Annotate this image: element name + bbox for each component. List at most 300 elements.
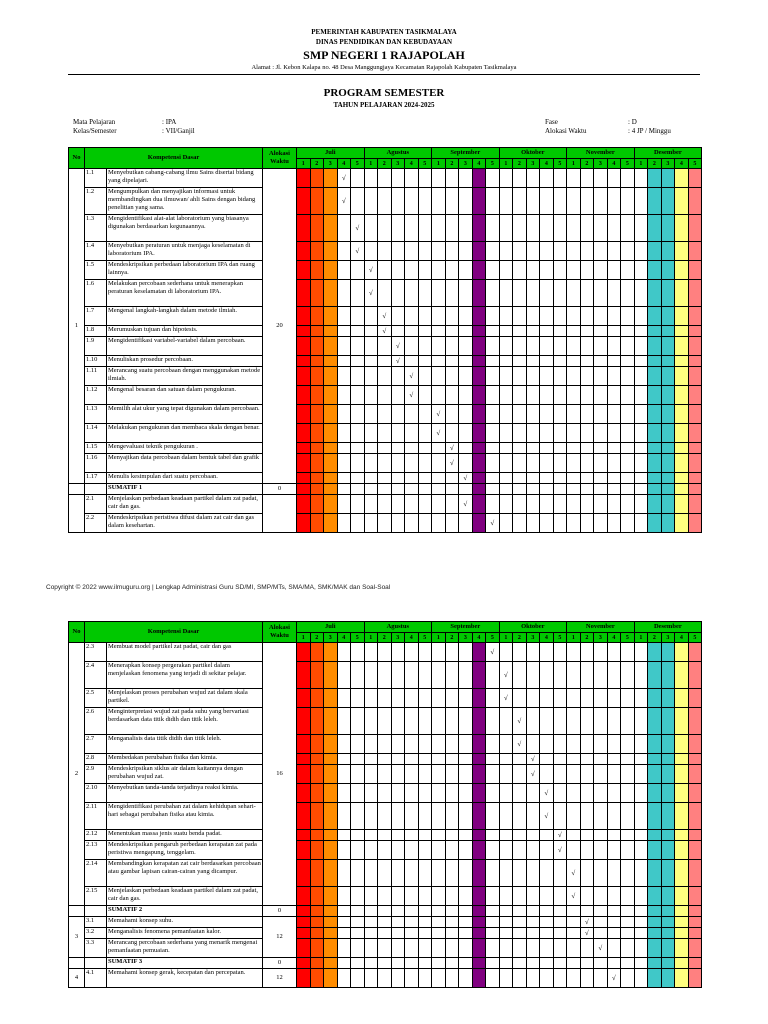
cell-week xyxy=(688,337,702,356)
cell-week xyxy=(688,495,702,514)
cell-week xyxy=(594,689,608,708)
cell-week xyxy=(337,443,351,454)
cell-week xyxy=(553,242,567,261)
cell-week xyxy=(607,326,621,337)
cell-week xyxy=(661,917,675,928)
header-week: 2 xyxy=(378,159,392,169)
cell-week xyxy=(378,906,392,917)
cell-week xyxy=(297,643,311,662)
cell-week xyxy=(337,860,351,887)
cell-week xyxy=(364,765,378,784)
cell-week xyxy=(445,803,459,830)
cell-week xyxy=(297,754,311,765)
meta-alokasi-value: : 4 JP / Minggu xyxy=(628,127,671,135)
cell-week xyxy=(418,215,432,242)
header-week: 5 xyxy=(688,633,702,643)
cell-week xyxy=(607,215,621,242)
cell-week xyxy=(364,969,378,988)
cell-week xyxy=(310,754,324,765)
cell-week xyxy=(324,307,338,326)
cell-week xyxy=(675,708,689,735)
cell-week xyxy=(432,367,446,386)
cell-week xyxy=(432,454,446,473)
cell-week xyxy=(580,830,594,841)
kop-government: PEMERINTAH KABUPATEN TASIKMALAYA xyxy=(311,28,457,36)
cell-week xyxy=(661,188,675,215)
cell-week xyxy=(648,424,662,443)
cell-week xyxy=(648,708,662,735)
cell-week xyxy=(567,830,581,841)
cell-week xyxy=(418,830,432,841)
cell-week xyxy=(607,689,621,708)
cell-week xyxy=(499,307,513,326)
cell-week xyxy=(688,662,702,689)
cell-week xyxy=(634,443,648,454)
cell-week xyxy=(567,215,581,242)
cell-week xyxy=(472,928,486,939)
cell-week: √ xyxy=(607,969,621,988)
cell-week xyxy=(418,473,432,484)
cell-week xyxy=(607,708,621,735)
cell-week xyxy=(634,928,648,939)
cell-week xyxy=(621,765,635,784)
cell-kd-text: Menuliskan prosedur percobaan. xyxy=(107,356,263,367)
cell-week xyxy=(688,367,702,386)
cell-week xyxy=(324,939,338,958)
cell-week xyxy=(337,662,351,689)
cell-week xyxy=(634,939,648,958)
cell-week xyxy=(378,689,392,708)
cell-week xyxy=(634,689,648,708)
cell-week: √ xyxy=(499,689,513,708)
cell-week xyxy=(445,830,459,841)
header-week: 1 xyxy=(364,633,378,643)
cell-week xyxy=(553,280,567,307)
cell-week xyxy=(324,405,338,424)
cell-week xyxy=(499,643,513,662)
cell-kd-text: Menyebutkan peraturan untuk menjaga keselamatan di laboratorium IPA. xyxy=(107,242,263,261)
cell-week: √ xyxy=(337,169,351,188)
cell-week xyxy=(526,958,540,969)
cell-week xyxy=(432,841,446,860)
cell-week xyxy=(405,484,419,495)
cell-week xyxy=(648,386,662,405)
cell-week xyxy=(621,662,635,689)
cell-week xyxy=(391,367,405,386)
header-week: 3 xyxy=(459,159,473,169)
cell-week xyxy=(472,405,486,424)
cell-week xyxy=(540,969,554,988)
cell-kd-number: 1.4 xyxy=(85,242,107,261)
cell-week xyxy=(661,386,675,405)
cell-week xyxy=(297,484,311,495)
cell-week xyxy=(688,242,702,261)
cell-week xyxy=(580,356,594,367)
cell-kd-text: SUMATIF 3 xyxy=(107,958,263,969)
cell-week xyxy=(297,473,311,484)
cell-week xyxy=(675,307,689,326)
cell-week xyxy=(594,928,608,939)
cell-week xyxy=(364,307,378,326)
header-alokasi: Alokasi Waktu xyxy=(263,148,297,169)
cell-week xyxy=(553,514,567,533)
cell-week xyxy=(364,917,378,928)
header-week: 2 xyxy=(648,159,662,169)
cell-week xyxy=(594,754,608,765)
cell-week xyxy=(405,765,419,784)
cell-week xyxy=(526,356,540,367)
header-week: 1 xyxy=(297,159,311,169)
cell-week: √ xyxy=(445,443,459,454)
cell-week xyxy=(459,784,473,803)
cell-week xyxy=(540,495,554,514)
table-row xyxy=(69,424,702,443)
cell-week xyxy=(337,473,351,484)
cell-week xyxy=(472,484,486,495)
header-week: 4 xyxy=(337,633,351,643)
header-month: Agustus xyxy=(364,622,432,633)
cell-week xyxy=(310,969,324,988)
cell-week xyxy=(310,443,324,454)
table-row xyxy=(69,662,702,689)
cell-kd-text: Merumuskan tujuan dan hipotesis. xyxy=(107,326,263,337)
cell-week xyxy=(364,514,378,533)
kop-address: Alamat : Jl. Kebon Kalapa no. 48 Desa Manggungjaya Kecamatan Rajapolah Kabupaten Tasikmalaya xyxy=(251,64,517,71)
cell-week xyxy=(391,830,405,841)
cell-week xyxy=(391,261,405,280)
cell-week xyxy=(472,215,486,242)
cell-week xyxy=(553,473,567,484)
cell-week xyxy=(661,337,675,356)
cell-week xyxy=(553,803,567,830)
cell-week xyxy=(472,454,486,473)
cell-week xyxy=(310,188,324,215)
cell-week xyxy=(553,860,567,887)
header-week: 4 xyxy=(607,633,621,643)
meta-fase-label: Fase xyxy=(545,118,558,126)
cell-week xyxy=(364,484,378,495)
cell-week xyxy=(418,454,432,473)
cell-week xyxy=(459,708,473,735)
cell-week xyxy=(364,860,378,887)
cell-week xyxy=(418,386,432,405)
cell-week xyxy=(391,514,405,533)
header-row-months xyxy=(69,622,702,633)
cell-week xyxy=(486,443,500,454)
cell-week xyxy=(364,803,378,830)
cell-week xyxy=(472,969,486,988)
cell-week xyxy=(486,939,500,958)
cell-week xyxy=(445,662,459,689)
table-row xyxy=(69,969,702,988)
cell-kd-number: 3.2 xyxy=(85,928,107,939)
cell-week xyxy=(580,242,594,261)
cell-week xyxy=(648,643,662,662)
cell-week xyxy=(594,784,608,803)
table-row xyxy=(69,242,702,261)
cell-week xyxy=(513,280,527,307)
cell-week xyxy=(567,188,581,215)
table-row xyxy=(69,860,702,887)
cell-week xyxy=(324,261,338,280)
cell-kd-number: 2.3 xyxy=(85,643,107,662)
cell-week xyxy=(499,473,513,484)
cell-week xyxy=(567,906,581,917)
cell-kd-text: Merancang suatu percobaan dengan menggunakan metode ilmiah. xyxy=(107,367,263,386)
header-week: 3 xyxy=(594,633,608,643)
kop-department: DINAS PENDIDIKAN DAN KEBUDAYAAN xyxy=(315,38,453,46)
program-table-page2 xyxy=(68,621,702,988)
cell-week xyxy=(648,784,662,803)
cell-week xyxy=(351,969,365,988)
cell-week xyxy=(432,939,446,958)
cell-week xyxy=(351,514,365,533)
cell-week xyxy=(621,939,635,958)
cell-week xyxy=(472,906,486,917)
cell-week xyxy=(310,784,324,803)
cell-week xyxy=(540,215,554,242)
cell-week: √ xyxy=(364,261,378,280)
table-row xyxy=(69,367,702,386)
cell-week xyxy=(526,424,540,443)
cell-week xyxy=(324,906,338,917)
cell-alokasi: 16 xyxy=(263,643,297,906)
cell-week xyxy=(634,356,648,367)
cell-week xyxy=(675,261,689,280)
cell-week xyxy=(337,495,351,514)
cell-week xyxy=(675,830,689,841)
cell-week: √ xyxy=(351,242,365,261)
cell-week xyxy=(567,169,581,188)
cell-week xyxy=(648,356,662,367)
cell-week xyxy=(337,307,351,326)
cell-week xyxy=(486,280,500,307)
cell-kd-number: 2.10 xyxy=(85,784,107,803)
cell-week xyxy=(378,887,392,906)
cell-week xyxy=(364,784,378,803)
cell-week xyxy=(337,454,351,473)
cell-week xyxy=(391,803,405,830)
header-week: 4 xyxy=(405,633,419,643)
cell-week xyxy=(675,860,689,887)
cell-kd-number: 2.14 xyxy=(85,860,107,887)
cell-week xyxy=(661,969,675,988)
cell-week xyxy=(472,958,486,969)
cell-week xyxy=(472,754,486,765)
cell-week xyxy=(432,708,446,735)
cell-week xyxy=(621,386,635,405)
cell-week xyxy=(580,307,594,326)
cell-week xyxy=(661,830,675,841)
cell-week xyxy=(634,643,648,662)
cell-week xyxy=(418,708,432,735)
cell-week xyxy=(364,841,378,860)
cell-week xyxy=(567,735,581,754)
header-week: 3 xyxy=(324,633,338,643)
cell-week xyxy=(594,958,608,969)
cell-week xyxy=(324,765,338,784)
cell-week xyxy=(364,906,378,917)
cell-week xyxy=(486,917,500,928)
cell-week xyxy=(364,405,378,424)
cell-week xyxy=(486,887,500,906)
cell-week xyxy=(351,887,365,906)
header-kompetensi: Kompetensi Dasar xyxy=(85,148,263,169)
cell-week xyxy=(607,887,621,906)
cell-week xyxy=(648,958,662,969)
cell-week xyxy=(661,356,675,367)
cell-week xyxy=(661,643,675,662)
cell-week xyxy=(310,689,324,708)
header-week: 3 xyxy=(324,159,338,169)
cell-week xyxy=(526,887,540,906)
cell-week xyxy=(526,367,540,386)
header-week: 4 xyxy=(472,633,486,643)
cell-week xyxy=(486,803,500,830)
cell-week xyxy=(526,215,540,242)
cell-week xyxy=(297,367,311,386)
cell-week: √ xyxy=(594,939,608,958)
cell-week xyxy=(391,405,405,424)
cell-week xyxy=(675,280,689,307)
cell-week xyxy=(459,958,473,969)
cell-week xyxy=(310,765,324,784)
cell-week xyxy=(364,830,378,841)
cell-week xyxy=(634,958,648,969)
cell-week xyxy=(324,689,338,708)
cell-week xyxy=(553,307,567,326)
cell-week xyxy=(405,280,419,307)
cell-week xyxy=(364,356,378,367)
table-row xyxy=(69,386,702,405)
cell-week xyxy=(553,917,567,928)
cell-week xyxy=(607,424,621,443)
cell-week xyxy=(540,928,554,939)
cell-week xyxy=(324,662,338,689)
cell-week xyxy=(567,495,581,514)
cell-week xyxy=(297,708,311,735)
header-week: 3 xyxy=(391,159,405,169)
cell-week xyxy=(459,188,473,215)
cell-week xyxy=(607,443,621,454)
cell-week xyxy=(580,495,594,514)
header-kompetensi: Kompetensi Dasar xyxy=(85,622,263,643)
cell-week xyxy=(634,169,648,188)
cell-week xyxy=(405,906,419,917)
cell-week xyxy=(459,261,473,280)
cell-week xyxy=(351,424,365,443)
cell-week xyxy=(648,280,662,307)
cell-week xyxy=(594,169,608,188)
cell-week xyxy=(594,803,608,830)
cell-week xyxy=(526,280,540,307)
cell-week xyxy=(540,454,554,473)
cell-week xyxy=(513,514,527,533)
cell-week xyxy=(580,386,594,405)
cell-week xyxy=(432,386,446,405)
cell-kd-number: 3.1 xyxy=(85,917,107,928)
cell-week xyxy=(324,803,338,830)
meta-mapel-label: Mata Pelajaran xyxy=(73,118,116,126)
cell-week xyxy=(391,939,405,958)
cell-week xyxy=(378,473,392,484)
cell-week xyxy=(634,830,648,841)
cell-week xyxy=(553,484,567,495)
cell-week xyxy=(661,887,675,906)
cell-week xyxy=(634,784,648,803)
header-week: 2 xyxy=(445,633,459,643)
cell-week xyxy=(540,188,554,215)
cell-week xyxy=(337,887,351,906)
cell-week xyxy=(580,969,594,988)
cell-week xyxy=(634,261,648,280)
cell-week xyxy=(445,928,459,939)
header-month: Oktober xyxy=(499,148,567,159)
cell-week xyxy=(580,939,594,958)
cell-week xyxy=(621,514,635,533)
cell-week xyxy=(310,367,324,386)
cell-week xyxy=(648,939,662,958)
cell-week xyxy=(432,495,446,514)
cell-week xyxy=(418,169,432,188)
table-row xyxy=(69,188,702,215)
cell-week xyxy=(418,356,432,367)
cell-week xyxy=(540,830,554,841)
cell-week xyxy=(540,261,554,280)
cell-week xyxy=(553,215,567,242)
cell-week xyxy=(418,367,432,386)
table-row xyxy=(69,307,702,326)
cell-week xyxy=(405,689,419,708)
cell-kd-number: 2.13 xyxy=(85,841,107,860)
cell-week xyxy=(688,473,702,484)
sumatif-row xyxy=(69,906,702,917)
cell-week: √ xyxy=(391,356,405,367)
cell-week xyxy=(688,386,702,405)
header-week: 1 xyxy=(432,159,446,169)
cell-week xyxy=(324,495,338,514)
cell-week xyxy=(580,484,594,495)
header-no: No xyxy=(69,622,85,643)
cell-week: √ xyxy=(486,643,500,662)
header-week: 2 xyxy=(378,633,392,643)
cell-week xyxy=(405,887,419,906)
cell-week xyxy=(553,958,567,969)
header-week: 5 xyxy=(688,159,702,169)
cell-week xyxy=(607,662,621,689)
cell-week xyxy=(513,242,527,261)
cell-week xyxy=(513,784,527,803)
cell-week xyxy=(567,386,581,405)
cell-week xyxy=(661,307,675,326)
cell-week xyxy=(499,337,513,356)
header-week: 4 xyxy=(405,159,419,169)
cell-week xyxy=(648,307,662,326)
cell-week xyxy=(391,443,405,454)
cell-week xyxy=(486,708,500,735)
cell-week xyxy=(486,484,500,495)
cell-week xyxy=(661,473,675,484)
cell-kd-number: 1.16 xyxy=(85,454,107,473)
cell-week xyxy=(297,495,311,514)
cell-week xyxy=(661,367,675,386)
cell-week xyxy=(540,689,554,708)
cell-week xyxy=(634,662,648,689)
cell-week xyxy=(499,280,513,307)
cell-kd-number: 4.1 xyxy=(85,969,107,988)
cell-week xyxy=(688,454,702,473)
cell-week xyxy=(445,754,459,765)
